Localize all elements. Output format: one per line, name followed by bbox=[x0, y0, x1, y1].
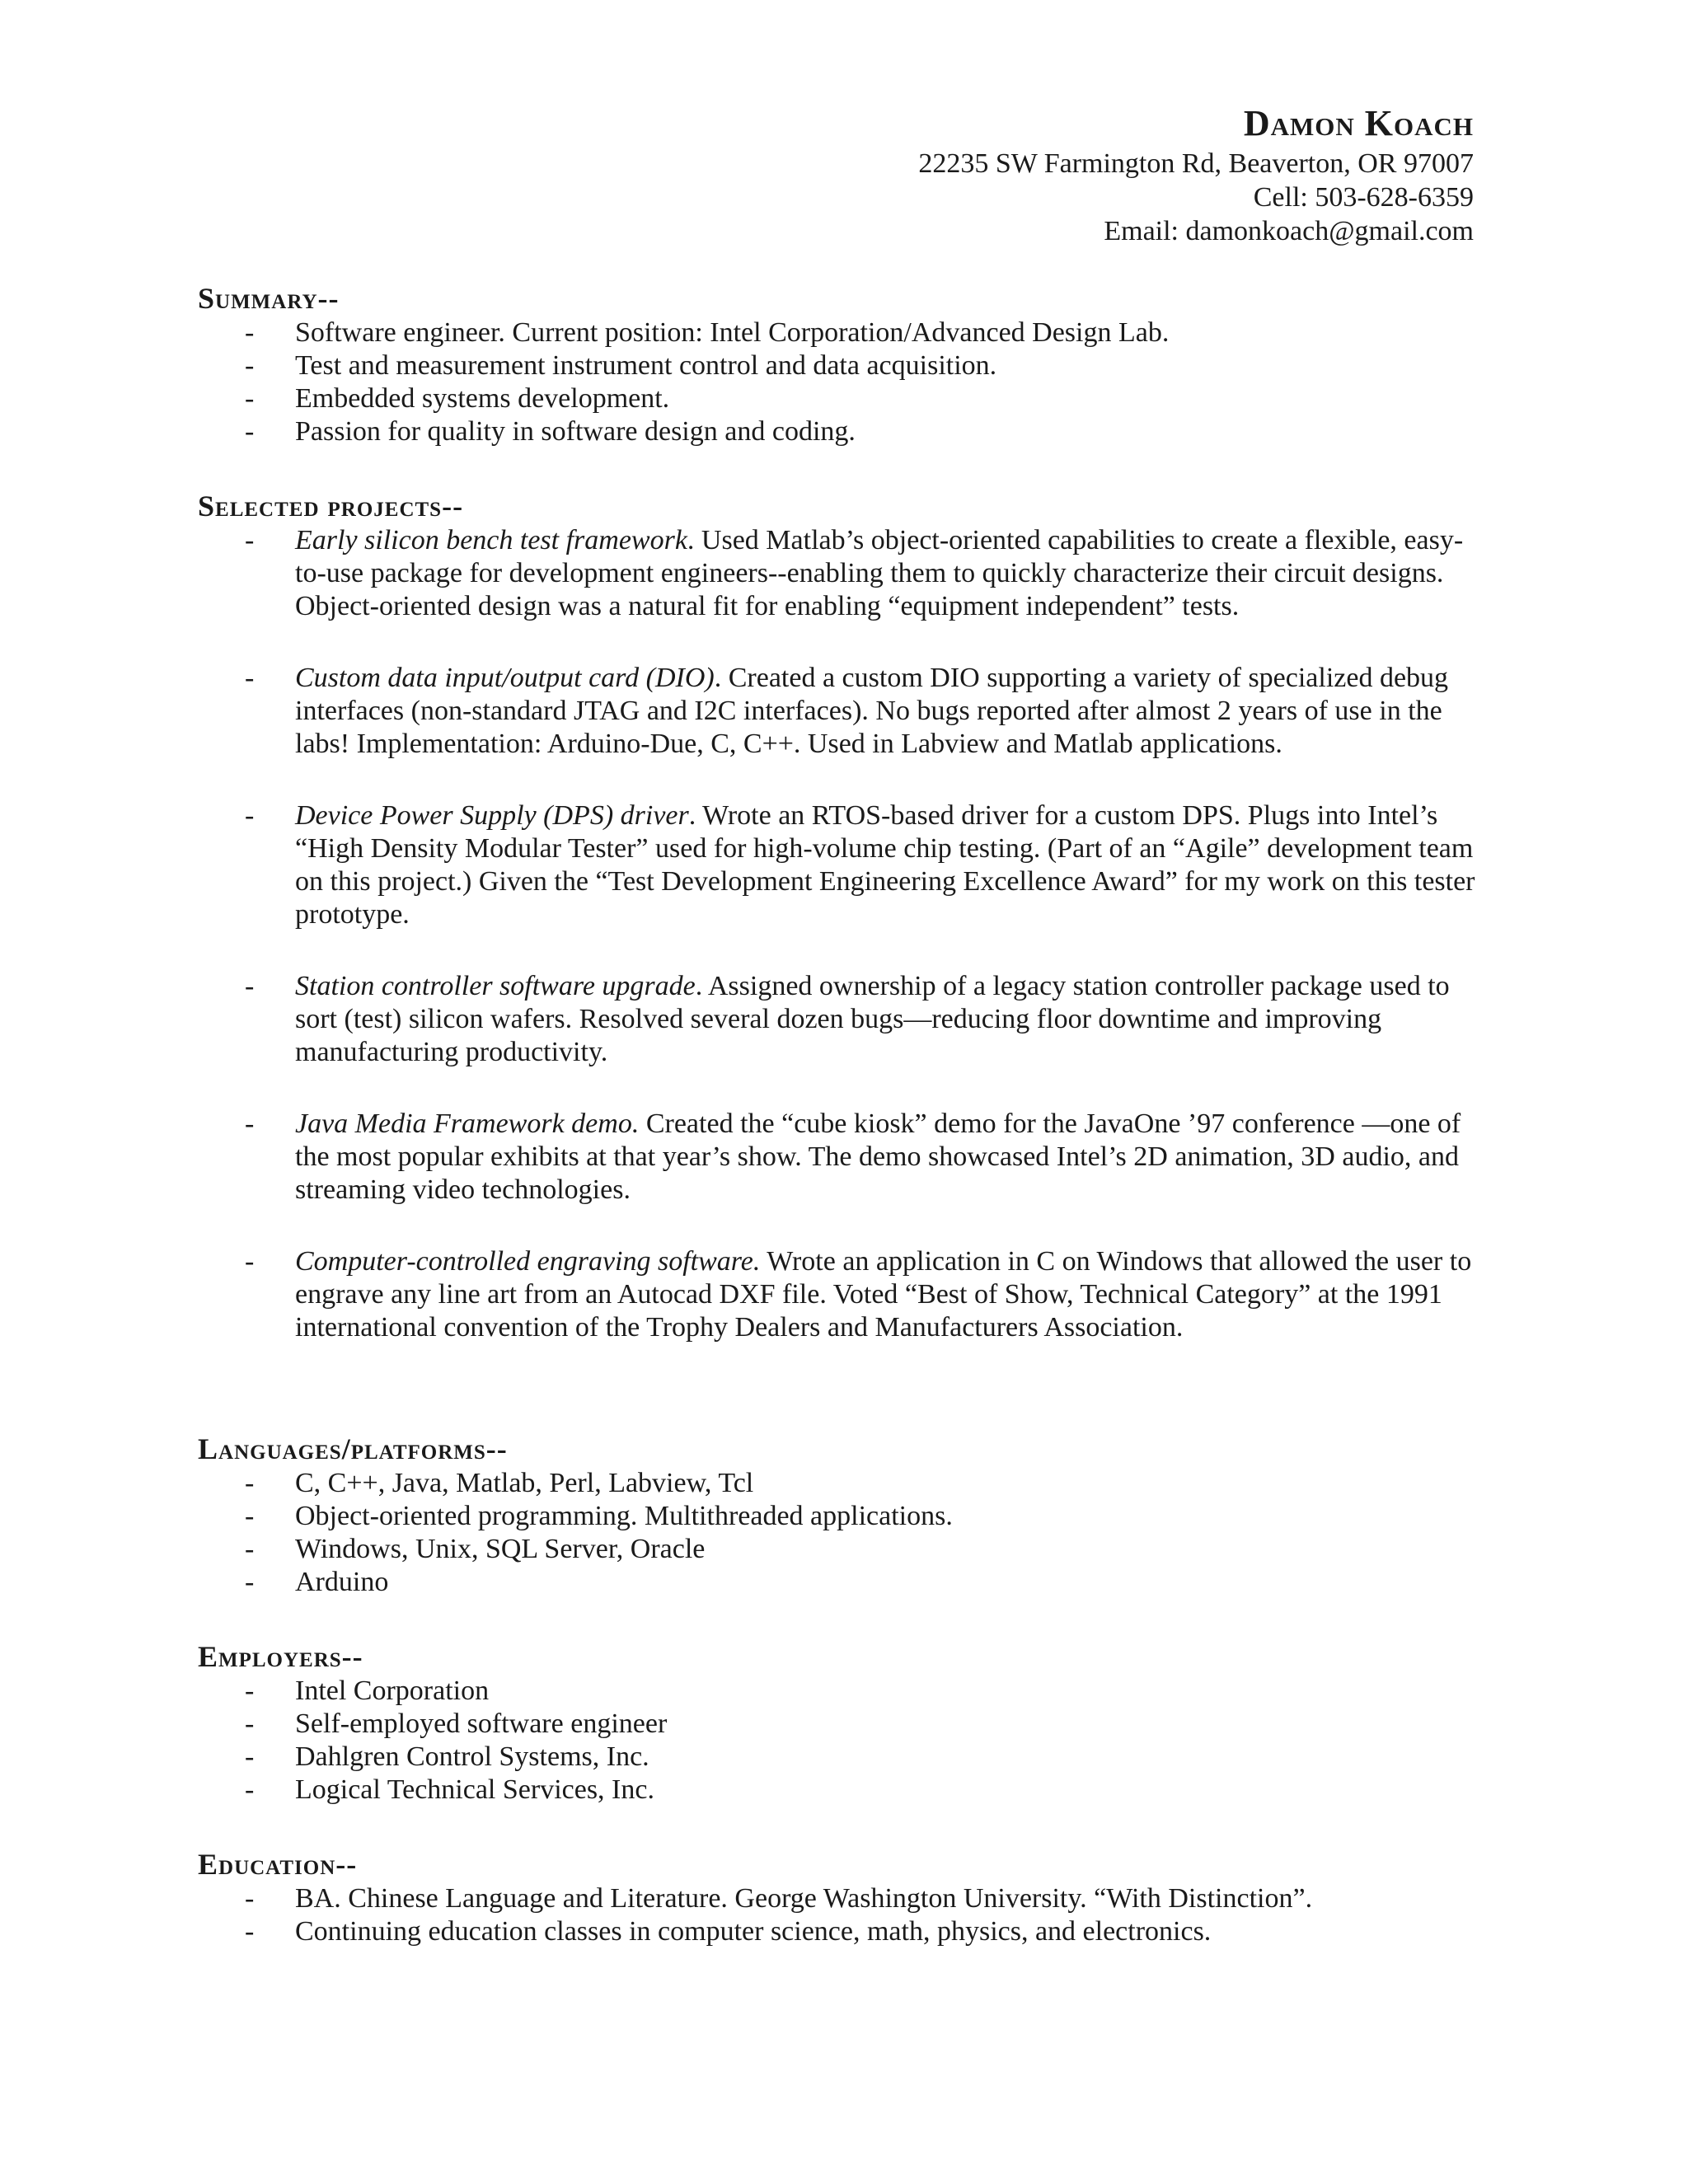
summary-section bbox=[198, 280, 1484, 448]
bullet-dash: - bbox=[245, 525, 255, 555]
languages-section bbox=[198, 1431, 1484, 1599]
item-text: Continuing education classes in computer science, math, physics, and electronics. bbox=[295, 1916, 1212, 1947]
list-item bbox=[198, 382, 1484, 415]
address: 22235 SW Farmington Rd, Beaverton, OR 97007 bbox=[918, 148, 1474, 179]
item-text: Passion for quality in software design and coding. bbox=[295, 416, 856, 447]
item-text: Windows, Unix, SQL Server, Oracle bbox=[295, 1534, 706, 1564]
project-item bbox=[198, 1245, 1484, 1344]
item-text: C, C++, Java, Matlab, Perl, Labview, Tcl bbox=[295, 1468, 754, 1498]
item-text: Dahlgren Control Systems, Inc. bbox=[295, 1741, 649, 1772]
bullet-dash: - bbox=[245, 1916, 255, 1947]
section-title-projects: Selected projects-- bbox=[198, 490, 464, 523]
summary-list bbox=[198, 316, 1484, 448]
bullet-dash: - bbox=[245, 1468, 255, 1498]
list-item bbox=[198, 349, 1484, 382]
item-text: Object-oriented programming. Multithreaded applications. bbox=[295, 1501, 953, 1531]
list-item bbox=[198, 1675, 1484, 1708]
bullet-dash: - bbox=[245, 1108, 255, 1139]
bullet-dash: - bbox=[245, 663, 255, 693]
employers-section bbox=[198, 1638, 1484, 1807]
education-list bbox=[198, 1882, 1484, 1948]
bullet-dash: - bbox=[245, 1675, 255, 1706]
email: Email: damonkoach@gmail.com bbox=[1104, 216, 1474, 246]
cell-phone: Cell: 503-628-6359 bbox=[1253, 182, 1474, 213]
list-item bbox=[198, 1915, 1484, 1948]
project-title: Early silicon bench test framework bbox=[295, 525, 687, 555]
project-description: . Wrote an RTOS-based driver for a custom DPS. Plugs into Intel’s “High Density Modular Tester” used for high-volume chip testing. (Part of an “Agile” development team on this project.) Given the “Test Development Engineering Excellence Award” for my work on this tester prototype. bbox=[295, 800, 1475, 930]
resume-header bbox=[485, 101, 1474, 248]
bullet-dash: - bbox=[245, 1534, 255, 1564]
section-title-employers: Employers-- bbox=[198, 1640, 363, 1673]
section-title-languages: Languages/platforms-- bbox=[198, 1432, 508, 1465]
list-item bbox=[198, 1882, 1484, 1915]
bullet-dash: - bbox=[245, 1741, 255, 1772]
section-title-summary: Summary-- bbox=[198, 282, 340, 315]
bullet-dash: - bbox=[245, 1567, 255, 1597]
project-description: . Used Matlab’s object-oriented capabilities to create a flexible, easy-to-use package for development engineers--enabling them to quickly characterize their circuit designs. Object-oriented design was a natural fit for enabling “equipment independent” tests. bbox=[295, 525, 1464, 621]
list-item bbox=[198, 1566, 1484, 1599]
project-item bbox=[198, 524, 1484, 623]
languages-list bbox=[198, 1467, 1484, 1599]
bullet-dash: - bbox=[245, 1501, 255, 1531]
section-title-education: Education-- bbox=[198, 1848, 358, 1881]
project-description: . Assigned ownership of a legacy station controller package used to sort (test) silicon wafers. Resolved several dozen bugs—reducing floor downtime and improving manufacturing productivity. bbox=[295, 971, 1450, 1067]
bullet-dash: - bbox=[245, 416, 255, 447]
item-text: Arduino bbox=[295, 1567, 389, 1597]
project-description: . Created a custom DIO supporting a variety of specialized debug interfaces (non-standard JTAG and I2C interfaces). No bugs reported after almost 2 years of use in the labs! Implementation: Arduino-Due, C, C++. Used in Labview and Matlab applications. bbox=[295, 663, 1449, 759]
employers-list bbox=[198, 1675, 1484, 1807]
list-item bbox=[198, 1708, 1484, 1741]
bullet-dash: - bbox=[245, 971, 255, 1001]
item-text: Test and measurement instrument control and data acquisition. bbox=[295, 350, 997, 381]
project-item bbox=[198, 662, 1484, 761]
item-text: BA. Chinese Language and Literature. George Washington University. “With Distinction”. bbox=[295, 1883, 1313, 1914]
candidate-name: Damon Koach bbox=[1243, 103, 1474, 143]
bullet-dash: - bbox=[245, 800, 255, 831]
education-section bbox=[198, 1846, 1484, 1948]
project-title: Device Power Supply (DPS) driver bbox=[295, 800, 689, 831]
bullet-dash: - bbox=[245, 1708, 255, 1739]
bullet-dash: - bbox=[245, 1883, 255, 1914]
project-description: Created the “cube kiosk” demo for the JavaOne ’97 conference —one of the most popular exhibits at that year’s show. The demo showcased Intel’s 2D animation, 3D audio, and streaming video technologies. bbox=[295, 1108, 1461, 1205]
bullet-dash: - bbox=[245, 317, 255, 348]
project-item bbox=[198, 799, 1484, 931]
item-text: Logical Technical Services, Inc. bbox=[295, 1774, 654, 1805]
project-item bbox=[198, 970, 1484, 1069]
bullet-dash: - bbox=[245, 350, 255, 381]
list-item bbox=[198, 1467, 1484, 1500]
item-text: Embedded systems development. bbox=[295, 383, 670, 414]
bullet-dash: - bbox=[245, 383, 255, 414]
list-item bbox=[198, 316, 1484, 349]
bullet-dash: - bbox=[245, 1246, 255, 1277]
project-title: Computer-controlled engraving software. bbox=[295, 1246, 761, 1277]
projects-section bbox=[198, 488, 1484, 1344]
list-item bbox=[198, 1533, 1484, 1566]
item-text: Self-employed software engineer bbox=[295, 1708, 668, 1739]
projects-list bbox=[198, 524, 1484, 1344]
project-title: Station controller software upgrade bbox=[295, 971, 696, 1001]
list-item bbox=[198, 1774, 1484, 1807]
list-item bbox=[198, 415, 1484, 448]
item-text: Software engineer. Current position: Intel Corporation/Advanced Design Lab. bbox=[295, 317, 1170, 348]
project-item bbox=[198, 1108, 1484, 1207]
list-item bbox=[198, 1500, 1484, 1533]
item-text: Intel Corporation bbox=[295, 1675, 490, 1706]
list-item bbox=[198, 1741, 1484, 1774]
project-title: Custom data input/output card (DIO) bbox=[295, 663, 715, 693]
project-description: Wrote an application in C on Windows that allowed the user to engrave any line art from an Autocad DXF file. Voted “Best of Show, Technical Category” at the 1991 international convention of the Trophy Dealers and Manufacturers Association. bbox=[295, 1246, 1472, 1343]
project-title: Java Media Framework demo. bbox=[295, 1108, 640, 1139]
bullet-dash: - bbox=[245, 1774, 255, 1805]
